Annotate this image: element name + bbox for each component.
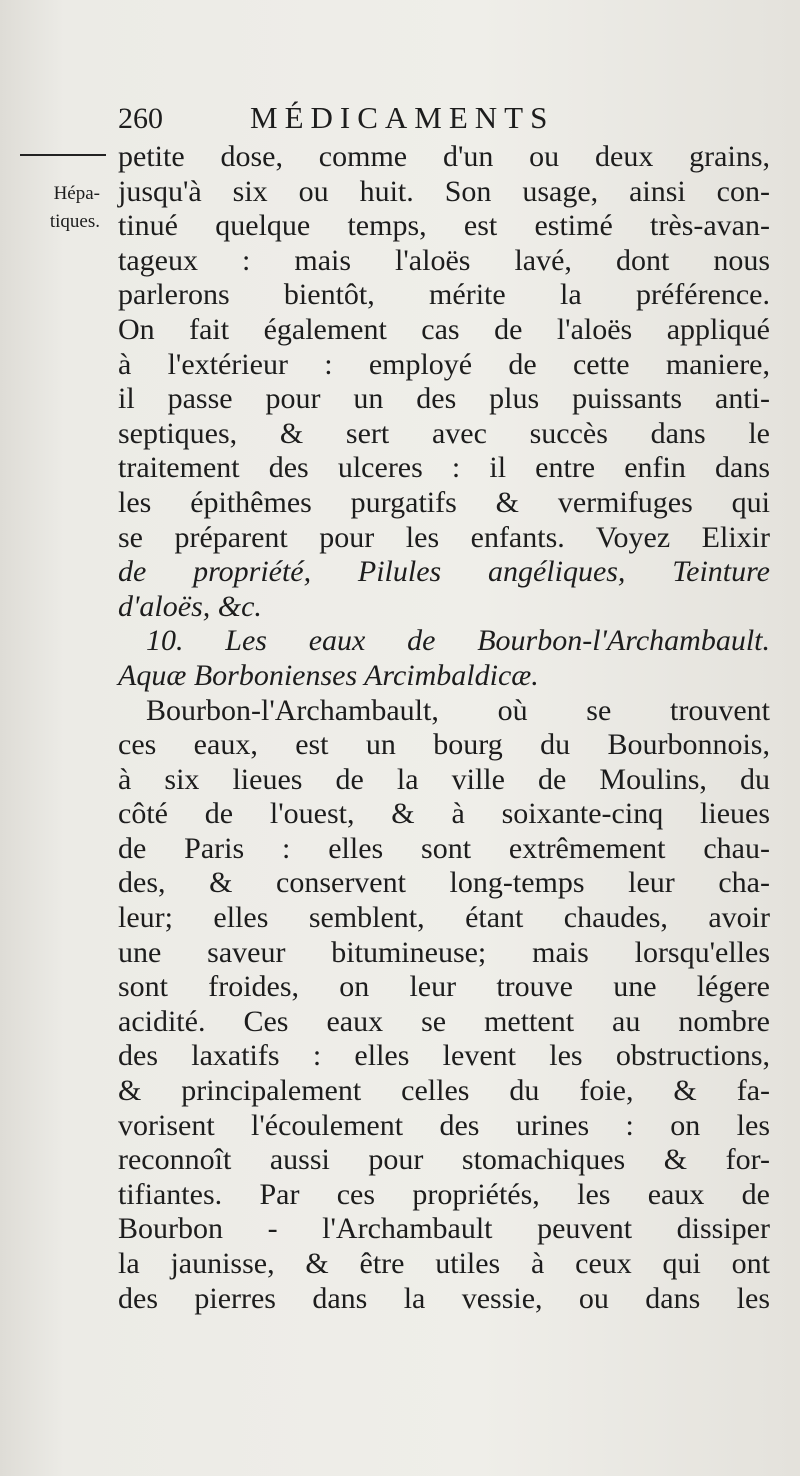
text-line: vorisent l'écoulement des urines : on les <box>118 1108 770 1142</box>
text-line: On fait également cas de l'aloës appliqué <box>118 312 770 346</box>
text-line: leur; elles semblent, étant chaudes, avoir <box>118 901 770 935</box>
text-line: à six lieues de la ville de Moulins, du <box>118 762 770 796</box>
text-line: d'aloës, &c. <box>118 589 262 623</box>
text-line: 10. Les eaux de Bourbon-l'Archambault. <box>146 624 770 658</box>
text-line: reconnoît aussi pour stomachiques & for- <box>118 1143 770 1177</box>
text-line: parlerons bientôt, mérite la préférence. <box>118 278 770 312</box>
text-line: la jaunisse, & être utiles à ceux qui ont <box>118 1247 770 1280</box>
text-line: traitement des ulceres : il entre enfin dans <box>118 451 770 485</box>
text-line: & principalement celles du foie, & fa- <box>118 1074 770 1108</box>
text-line: se préparent pour les enfants. Voyez Elixir <box>118 520 770 554</box>
text-line: des laxatifs : elles levent les obstructions, <box>118 1039 770 1073</box>
text-line: les épithêmes purgatifs & vermifuges qui <box>118 485 770 519</box>
text-line: petite dose, comme d'un ou deux grains, <box>118 140 770 173</box>
text-line: des pierres dans la vessie, ou dans les <box>118 1281 770 1315</box>
text-line: une saveur bitumineuse; mais lorsqu'elles <box>118 935 770 969</box>
page-header <box>118 100 778 144</box>
text-line: ces eaux, est un bourg du Bourbonnois, <box>118 728 770 762</box>
text-line: tinué quelque temps, est estimé très-avan- <box>118 209 770 243</box>
text-line: de propriété, Pilules angéliques, Teinture <box>118 555 770 589</box>
text-line: côté de l'ouest, & à soixante-cinq lieues <box>118 797 770 831</box>
text-line: tageux : mais l'aloës lavé, dont nous <box>118 243 770 277</box>
page-number: 260 <box>118 102 163 135</box>
running-title: MÉDICAMENTS <box>250 100 555 135</box>
margin-note-line: tiques. <box>49 211 100 232</box>
text-line: septiques, & sert avec succès dans le <box>118 416 770 450</box>
text-line: à l'extérieur : employé de cette maniere, <box>118 347 770 381</box>
margin-note <box>14 180 100 236</box>
text-line: Bourbon-l'Archambault, où se trouvent <box>146 693 770 727</box>
text-line: acidité. Ces eaux se mettent au nombre <box>118 1004 770 1038</box>
text-line: sont froides, on leur trouve une légere <box>118 970 770 1004</box>
text-line: des, & conservent long-temps leur cha- <box>118 866 770 900</box>
text-line: Bourbon - l'Archambault peuvent dissiper <box>118 1212 770 1246</box>
margin-note-line: Hépa- <box>53 183 100 204</box>
text-line: Aquæ Borbonienses Arcimbaldicæ. <box>118 658 539 692</box>
text-line: de Paris : elles sont extrêmement chau- <box>118 831 770 865</box>
body-text <box>118 140 770 1316</box>
text-line: tifiantes. Par ces propriétés, les eaux de <box>118 1177 770 1211</box>
text-line: jusqu'à six ou huit. Son usage, ainsi con- <box>118 174 770 208</box>
margin-rule <box>20 154 106 156</box>
text-line: il passe pour un des plus puissants anti- <box>118 382 770 416</box>
